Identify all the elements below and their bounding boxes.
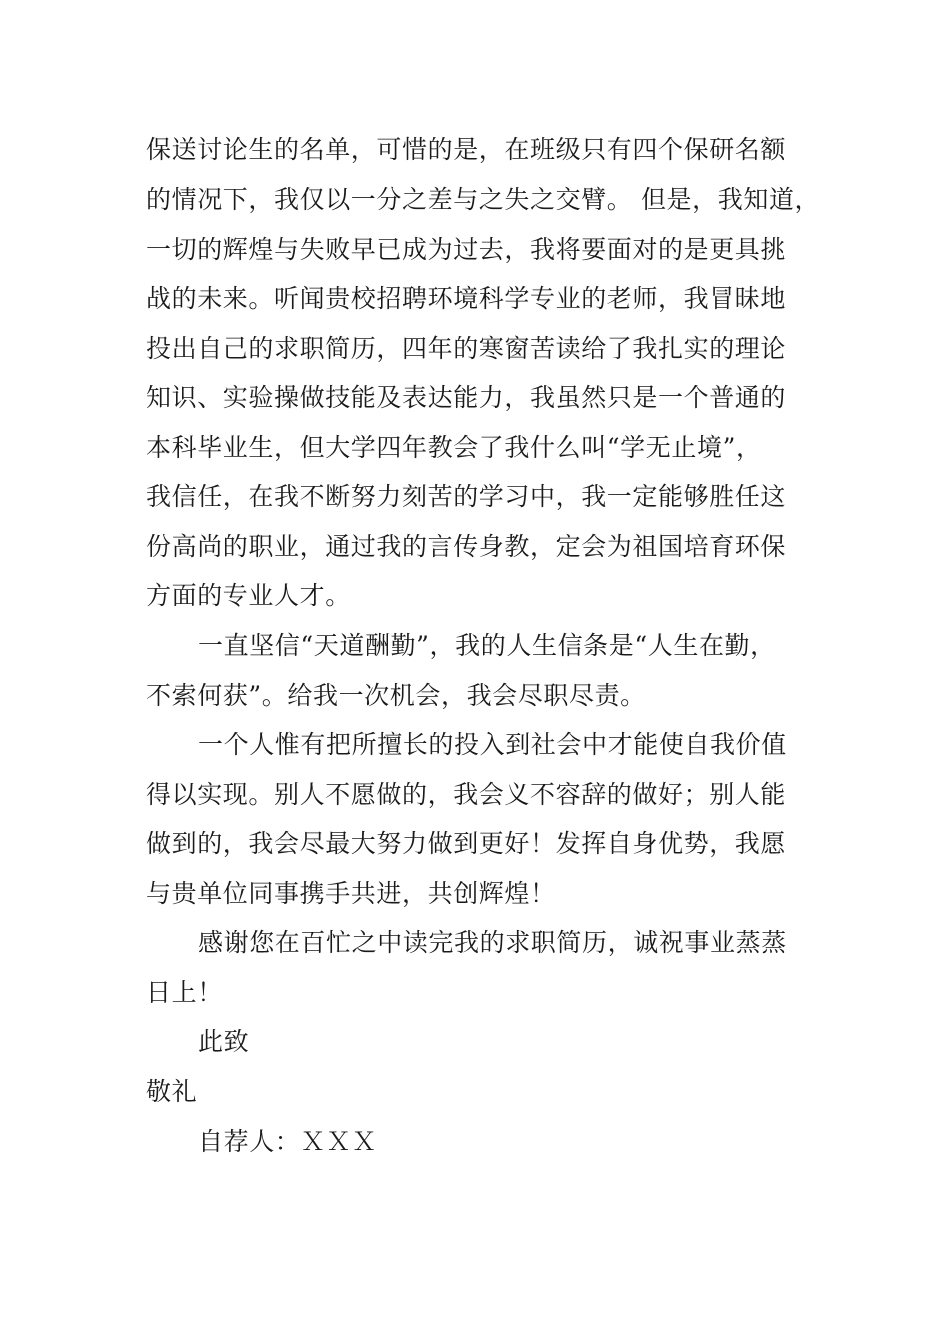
body-text-line: 不索何获”。给我一次机会，我会尽职尽责。 <box>146 681 646 710</box>
closing-salutation: 此致 <box>198 1027 250 1056</box>
paragraph-start-line: 一个人惟有把所擅长的投入到社会中才能使自我价值 <box>198 730 787 759</box>
body-text-line: 的情况下，我仅以一分之差与之失之交臂。 但是，我知道， <box>146 185 821 214</box>
body-text-line: 战的未来。听闻贵校招聘环境科学专业的老师，我冒昧地 <box>146 284 787 313</box>
body-text-line: 与贵单位同事携手共进，共创辉煌！ <box>146 879 556 908</box>
body-text-line: 我信任，在我不断努力刻苦的学习中，我一定能够胜任这 <box>146 482 787 511</box>
body-text-line: 份高尚的职业，通过我的言传身教，定会为祖国培育环保 <box>146 532 787 561</box>
body-text-line: 保送讨论生的名单，可惜的是，在班级只有四个保研名额 <box>146 135 787 164</box>
paragraph-start-line: 感谢您在百忙之中读完我的求职简历，诚祝事业蒸蒸 <box>198 928 787 957</box>
body-text-line: 得以实现。别人不愿做的，我会义不容辞的做好；别人能 <box>146 780 787 809</box>
body-text-line: 一切的辉煌与失败早已成为过去，我将要面对的是更具挑 <box>146 235 787 264</box>
body-text-line: 投出自己的求职简历，四年的寒窗苦读给了我扎实的理论 <box>146 334 787 363</box>
paragraph-start-line: 一直坚信“天道酬勤”，我的人生信条是“人生在勤， <box>198 631 776 660</box>
closing-regards: 敬礼 <box>146 1077 198 1106</box>
body-text-line: 做到的，我会尽最大努力做到更好！发挥自身优势，我愿 <box>146 829 787 858</box>
body-text-line: 方面的专业人才。 <box>146 581 351 610</box>
body-text-line: 知识、实验操做技能及表达能力，我虽然只是一个普通的 <box>146 383 787 412</box>
body-text-line: 日上！ <box>146 978 223 1007</box>
body-text-line: 本科毕业生，但大学四年教会了我什么叫“学无止境”， <box>146 433 762 462</box>
signature-line: 自荐人：ＸＸＸ <box>198 1127 378 1156</box>
